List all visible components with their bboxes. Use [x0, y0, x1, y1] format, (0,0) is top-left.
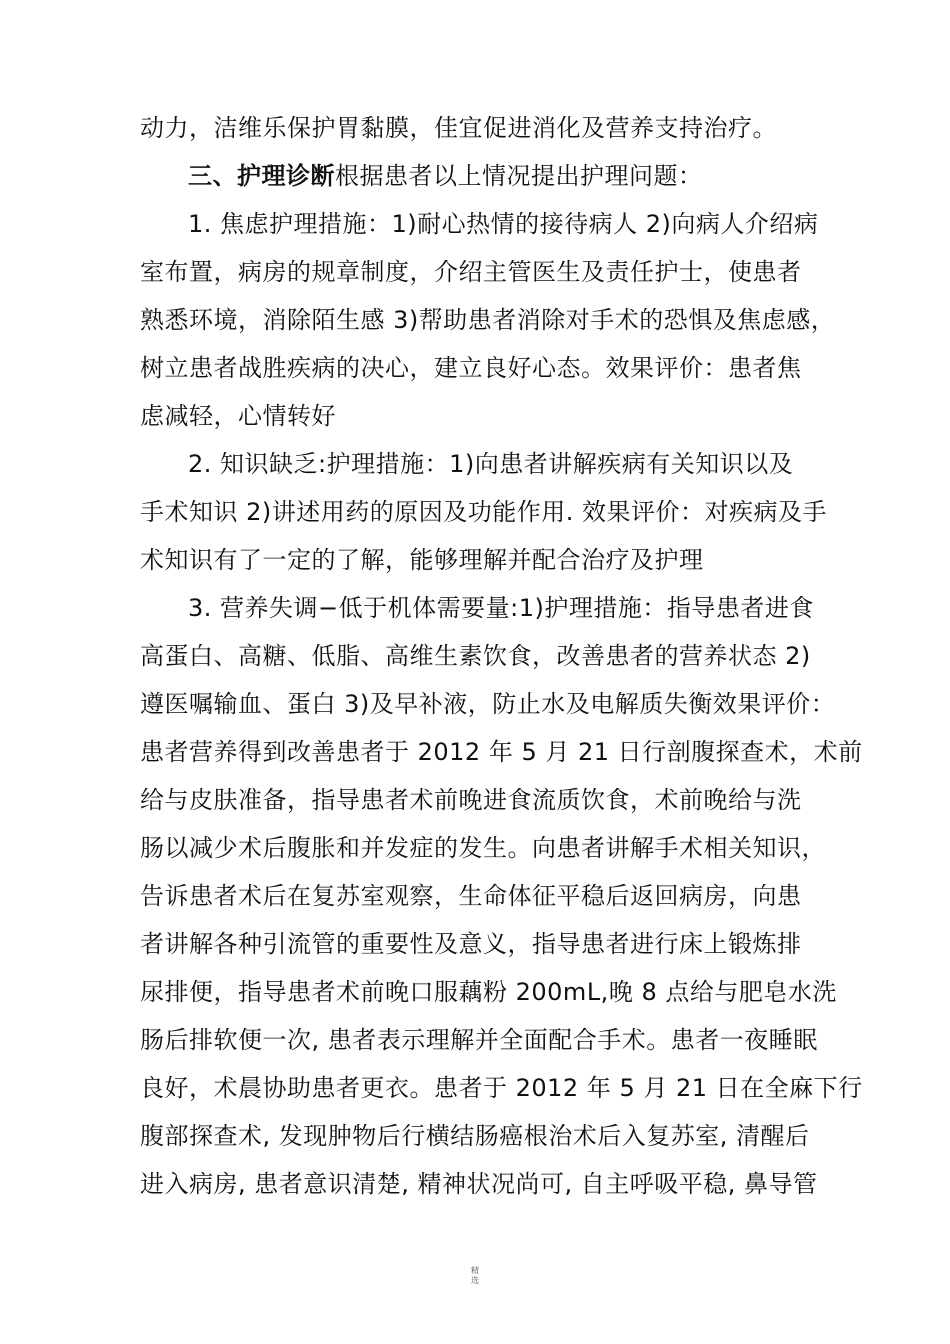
section-heading: 三、护理诊断	[188, 162, 335, 190]
paragraph-line: 高蛋白、高糖、低脂、高维生素饮食，改善患者的营养状态 2)	[140, 642, 811, 670]
paragraph-line: 良好，术晨协助患者更衣。患者于 2012 年 5 月 21 日在全麻下行	[140, 1074, 863, 1102]
section-heading-line	[140, 152, 820, 200]
paragraph-line: 动力，洁维乐保护胃黏膜，佳宜促进消化及营养支持治疗。	[140, 114, 777, 142]
paragraph-line: 尿排便，指导患者术前晚口服藕粉 200mL,晚 8 点给与肥皂水洗	[140, 978, 837, 1006]
section-heading-text: 根据患者以上情况提出护理问题：	[335, 162, 703, 190]
paragraph-line: 1. 焦虑护理措施：1)耐心热情的接待病人 2)向病人介绍病	[188, 210, 819, 238]
paragraph-line: 熟悉环境，消除陌生感 3)帮助患者消除对手术的恐惧及焦虑感，	[140, 306, 836, 334]
paragraph-line: 3. 营养失调−低于机体需要量:1)护理措施：指导患者进食	[188, 594, 814, 622]
paragraph-line: 肠以减少术后腹胀和并发症的发生。向患者讲解手术相关知识，	[140, 834, 826, 862]
paragraph-line: 肠后排软便一次, 患者表示理解并全面配合手术。患者一夜睡眠	[140, 1026, 818, 1054]
paragraph-line: 者讲解各种引流管的重要性及意义，指导患者进行床上锻炼排	[140, 930, 802, 958]
page-footer	[0, 1266, 950, 1286]
paragraph-line: 术知识有了一定的了解，能够理解并配合治疗及护理	[140, 546, 704, 574]
paragraph-line: 2. 知识缺乏:护理措施：1)向患者讲解疾病有关知识以及	[188, 450, 794, 478]
footer-char: 选	[471, 1276, 479, 1285]
paragraph-line: 腹部探查术, 发现肿物后行横结肠癌根治术后入复苏室, 清醒后	[140, 1122, 810, 1150]
paragraph-line: 进入病房, 患者意识清楚, 精神状况尚可, 自主呼吸平稳, 鼻导管	[140, 1170, 818, 1198]
paragraph-line: 树立患者战胜疾病的决心，建立良好心态。效果评价：患者焦	[140, 354, 802, 382]
paragraph-line: 虑减轻，心情转好	[140, 402, 336, 430]
paragraph-line: 手术知识 2)讲述用药的原因及功能作用. 效果评价：对疾病及手	[140, 498, 828, 526]
document-body	[140, 104, 863, 1208]
paragraph-line: 给与皮肤准备，指导患者术前晚进食流质饮食，术前晚给与洗	[140, 786, 802, 814]
paragraph-line: 患者营养得到改善患者于 2012 年 5 月 21 日行剖腹探查术，术前	[140, 738, 863, 766]
paragraph-line: 告诉患者术后在复苏室观察，生命体征平稳后返回病房，向患	[140, 882, 802, 910]
paragraph-line: 室布置，病房的规章制度，介绍主管医生及责任护士，使患者	[140, 258, 802, 286]
footer-char: 精	[471, 1266, 479, 1275]
paragraph-line: 遵医嘱输血、蛋白 3)及早补液，防止水及电解质失衡效果评价：	[140, 690, 836, 718]
